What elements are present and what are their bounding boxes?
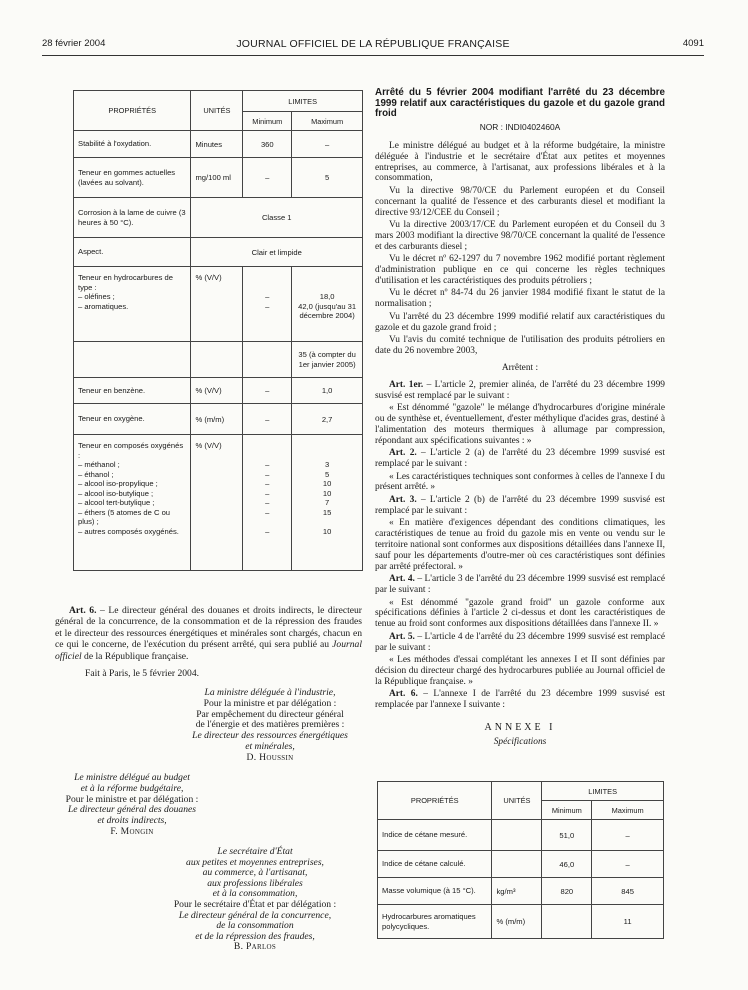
header-unites: UNITÉS bbox=[191, 91, 243, 131]
header-limites: LIMITES bbox=[542, 782, 664, 801]
preamble-paragraph: Vu la directive 2003/17/CE du Parlement européen et du Conseil du 3 mars 2003 modifiant la directive 98/70/CE concernant la qualité de l'essence et des carburants diesel ; bbox=[375, 220, 665, 252]
table-row: 35 (à compter du 1er janvier 2005) bbox=[74, 342, 363, 378]
preamble-paragraph: Vu l'avis du comité technique de l'utilisation des produits pétroliers en date du 26 novembre 2003, bbox=[375, 335, 665, 356]
table-row: Corrosion à la lame de cuivre (3 heures à 50 °C). Classe 1 bbox=[74, 198, 363, 238]
annexe-title: ANNEXE I bbox=[484, 722, 556, 734]
fait-line: Fait à Paris, le 5 février 2004. bbox=[85, 668, 200, 680]
header-proprietes: PROPRIÉTÉS bbox=[74, 91, 191, 131]
article-quote: « Les caractéristiques techniques sont conformes à celles de l'annexe I du présent arrêté. » bbox=[375, 471, 665, 493]
header-rule bbox=[42, 55, 704, 56]
signature-block-1: La ministre déléguée à l'industrie, Pour la ministre et par délégation : Par empêchement du directeur général de l'énergie et des matières premières : Le directeur des ressources énergétiques et minérales, D. Houssin bbox=[192, 687, 348, 763]
preamble-paragraph: Le ministre délégué au budget et à la réforme budgétaire, la ministre déléguée à l'industrie et le secrétaire d'État aux petites et moyennes entreprises, au commerce, à l'artisanat, aux professions libérales et à la consommation, bbox=[375, 140, 665, 184]
table-row: Indice de cétane calculé. 46,0 – bbox=[378, 851, 664, 878]
article-paragraph: Art. 5. – L'article 4 de l'arrêté du 23 décembre 1999 susvisé est remplacé par le suivant : bbox=[375, 631, 665, 653]
arretent: Arrêtent : bbox=[501, 362, 539, 373]
table-row: Aspect. Clair et limpide bbox=[74, 238, 363, 267]
table-row: Masse volumique (à 15 °C). kg/m³ 820 845 bbox=[378, 878, 664, 905]
table-row: Teneur en oxygène. % (m/m) – 2,7 bbox=[74, 404, 363, 435]
table-row: Teneur en gommes actuelles (lavées au solvant). mg/100 ml – 5 bbox=[74, 158, 363, 198]
table-row: Hydrocarbures aromatiques polycycliques. % (m/m) 11 bbox=[378, 905, 664, 939]
header-maximum: Maximum bbox=[292, 112, 363, 131]
table-row: Teneur en hydrocarbures de type : – oléfines ; – aromatiques. % (V/V) – – 18,0 42,0 (jusqu'au 31 décembre 2004) bbox=[74, 267, 363, 342]
decree-title: Arrêté du 5 février 2004 modifiant l'arrêté du 23 décembre 1999 relatif aux caractéristiques du gazole et du gazole grand froid bbox=[375, 87, 665, 120]
signature-block-3: Le secrétaire d'État aux petites et moyennes entreprises, au commerce, à l'artisanat, aux professions libérales et à la consommation, Pour le secrétaire d'État et par délégation : Le directeur général de la concurrence, de la consommation et de la répression des fraudes, B. Parlos bbox=[173, 846, 337, 953]
preamble-paragraph: Vu le décret nº 84-74 du 26 janvier 1984 modifié fixant le statut de la normalisation ; bbox=[375, 288, 665, 310]
spec-table-2 bbox=[377, 781, 664, 939]
header-minimum: Minimum bbox=[542, 801, 592, 820]
signature-block-2: Le ministre délégué au budget et à la réforme budgétaire, Pour le ministre et par délégation : Le directeur général des douanes et droits indirects, F. Mongin bbox=[65, 772, 199, 837]
article-quote: « En matière d'exigences dépendant des conditions climatiques, les caractéristiques de tenue au froid du gazole mis en vente ou vendu sur le territoire national sont conformes aux dispositions détaillées dans l'annexe II, sauf pour les départements d'outre-mer où ces caractéristiques sont définies par arrêté préfectoral. » bbox=[375, 518, 665, 572]
art6-paragraph: Art. 6. – Le directeur général des douanes et droits indirects, le directeur général de la concurrence, de la consommation et de la répression des fraudes et le directeur des ressources énergétiques et minérales sont chargés, chacun en ce qui le concerne, de l'exécution du présent arrêté, qui sera publié au Journal officiel de la République française. bbox=[55, 605, 362, 662]
table-row: Teneur en benzène. % (V/V) – 1,0 bbox=[74, 378, 363, 404]
preamble-paragraph: Vu l'arrêté du 23 décembre 1999 modifié relatif aux caractéristiques du gazole et du gazole grand froid ; bbox=[375, 311, 665, 333]
header-maximum: Maximum bbox=[592, 801, 664, 820]
header-minimum: Minimum bbox=[243, 112, 292, 131]
header-unites: UNITÉS bbox=[492, 782, 542, 820]
table-row: Teneur en composés oxygénés : – méthanol ; – éthanol ; – alcool iso-propylique ; – alcool iso-butylique ; – alcool tert-butylique ; – éthers (5 atomes de C ou plus) ; – autres composés oxygénés. % (V/V) – – – – – – – 3 5 10 10 7 15 10 bbox=[74, 435, 363, 571]
journal-title: JOURNAL OFFICIEL DE LA RÉPUBLIQUE FRANÇAISE bbox=[236, 38, 510, 50]
page-header bbox=[42, 38, 704, 52]
article-paragraph: Art. 2. – L'article 2 (a) de l'arrêté du 23 décembre 1999 susvisé est remplacé par le suivant : bbox=[375, 448, 665, 470]
spec-table-1 bbox=[73, 90, 363, 571]
article-quote: « Les méthodes d'essai complétant les annexes I et II sont définies par décision du directeur chargé des hydrocarbures publiée au Journal officiel de la République française. » bbox=[375, 655, 665, 687]
article-quote: « Est dénommé "gazole" le mélange d'hydrocarbures d'origine minérale ou de synthèse et, éventuellement, d'ester méthylique d'acides gras, destiné à l'alimentation des moteurs thermiques à allumage par compression, répondant aux spécifications suivantes : » bbox=[375, 403, 665, 446]
article-paragraph: Art. 3. – L'article 2 (b) de l'arrêté du 23 décembre 1999 susvisé est remplacé par le suivant : bbox=[375, 494, 665, 516]
table-row: Stabilité à l'oxydation. Minutes 360 – bbox=[74, 131, 363, 158]
header-date: 28 février 2004 bbox=[42, 38, 106, 49]
nor-reference: NOR : INDI0402460A bbox=[479, 121, 561, 132]
header-limites: LIMITES bbox=[243, 91, 363, 112]
page-number: 4091 bbox=[682, 38, 704, 49]
preamble-paragraph: Vu le décret nº 62-1297 du 7 novembre 1962 modifié portant règlement d'administration publique en ce qui concerne les règles techniques d'utilisation et les caractéristiques des produits pétroliers ; bbox=[375, 254, 665, 287]
annexe-subtitle: Spécifications bbox=[493, 737, 547, 747]
table-row: Indice de cétane mesuré. 51,0 – bbox=[378, 820, 664, 851]
article-paragraph: Art. 6. – L'annexe I de l'arrêté du 23 décembre 1999 susvisé est remplacée par l'annexe I suivante : bbox=[375, 689, 665, 711]
article-paragraph: Art. 4. – L'article 3 de l'arrêté du 23 décembre 1999 susvisé est remplacé par le suivant : bbox=[375, 574, 665, 596]
right-text bbox=[375, 88, 665, 749]
header-proprietes: PROPRIÉTÉS bbox=[378, 782, 492, 820]
preamble-paragraph: Vu la directive 98/70/CE du Parlement européen et du Conseil concernant la qualité de l'essence et des carburants diesel et modifiant la directive 93/12/CEE du Conseil ; bbox=[375, 185, 665, 218]
article-quote: « Est dénommé "gazole grand froid" un gazole conforme aux spécifications définies à l'article 2 ci-dessus et dont les caractéristiques de tenue au froid sont conformes aux dispositions détaillées dans l'annexe II. » bbox=[375, 597, 665, 630]
left-text bbox=[55, 605, 362, 679]
article-paragraph: Art. 1er. – L'article 2, premier alinéa, de l'arrêté du 23 décembre 1999 susvisé est remplacé par le suivant : bbox=[375, 379, 665, 401]
